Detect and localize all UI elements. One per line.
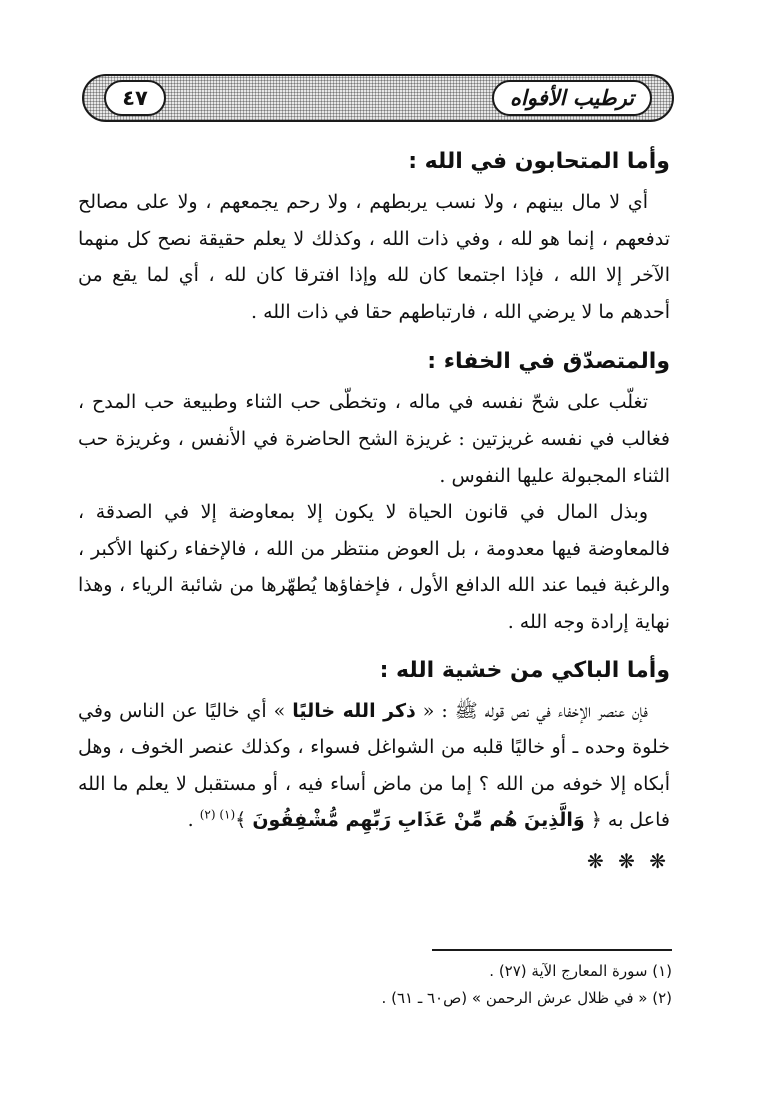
running-header (82, 74, 674, 122)
footnote-refs: (١) (٢) (199, 807, 236, 822)
book-title: ترطيب الأفواه (492, 80, 652, 116)
paragraph: أي لا مال بينهم ، ولا نسب يربطهم ، ولا رحم يجمعهم ، ولا على مصالح تدفعهم ، إنما هو لله ، وفي ذات الله ، وكذلك لا يعلم حقيقة نصح كل منهما الآخر إلا الله ، فإذا اجتمعا كان لله وإذا افترقا كان لله ، أي لما يقع من أحدهم ما لا يرضي الله ، فارتباطهم حقا في ذات الله . (78, 191, 670, 323)
footnotes (300, 958, 672, 1012)
quran-verse: وَالَّذِينَ هُم مِّنْ عَذَابِ رَبِّهِم مُّشْفِقُونَ (252, 809, 585, 832)
footnote-divider (432, 949, 672, 951)
paragraph: وبذل المال في قانون الحياة لا يكون إلا بمعاوضة إلا في الصدقة ، فالمعاوضة فيها معدومة ، بل العوض منتظر من الله ، فالإخفاء ركنها الأكبر ، والرغبة فيما عند الله الدافع الأول ، فإخفاؤها يُطهّرها من شائبة الرياء ، وهذا نهاية إرادة وجه الله . (78, 501, 670, 633)
page-number: ٤٧ (104, 80, 166, 116)
section-heading-charity: والمتصدّق في الخفاء : (427, 349, 670, 375)
section-heading-lovers: وأما المتحابون في الله : (408, 149, 670, 174)
hadith-quote: ذكر الله خاليًا (292, 699, 416, 722)
page-body (78, 140, 670, 881)
section-heading-weeper: وأما الباكي من خشية الله : (379, 657, 670, 683)
footnote-1: (١) سورة المعارج الآية (٢٧) . (489, 962, 672, 980)
paragraph: تغلّب على شحّ نفسه في ماله ، وتخطّى حب الثناء وطبيعة حب المدح ، فغالب في نفسه غريزتين : غريزة الشح الحاضرة في الأنفس ، وغريزة حب الثناء المجبولة عليها النفوس . (78, 391, 670, 487)
footnote-2: (٢) « في ظلال عرش الرحمن » (ص٦٠ ـ ٦١) . (381, 989, 672, 1007)
paragraph: فإن عنصر الإخفاء في نص قوله ﷺ : « ذكر الله خاليًا » أي خاليًا عن الناس وفي خلوة وحده ـ أو خاليًا قلبه من الشواغل فسواء ، وكذلك عنصر الخوف ، وهل أبكاه إلا خوفه من الله ؟ إما من ماض أساء فيه ، أو مستقبل لا يعلم ما الله فاعل به ﴿ وَالَّذِينَ هُم مِّنْ عَذَابِ رَبِّهِم مُّشْفِقُونَ ﴾$^{(١) (٢)}$ . (78, 699, 670, 832)
section-separator: ❋ ❋ ❋ (587, 848, 670, 873)
